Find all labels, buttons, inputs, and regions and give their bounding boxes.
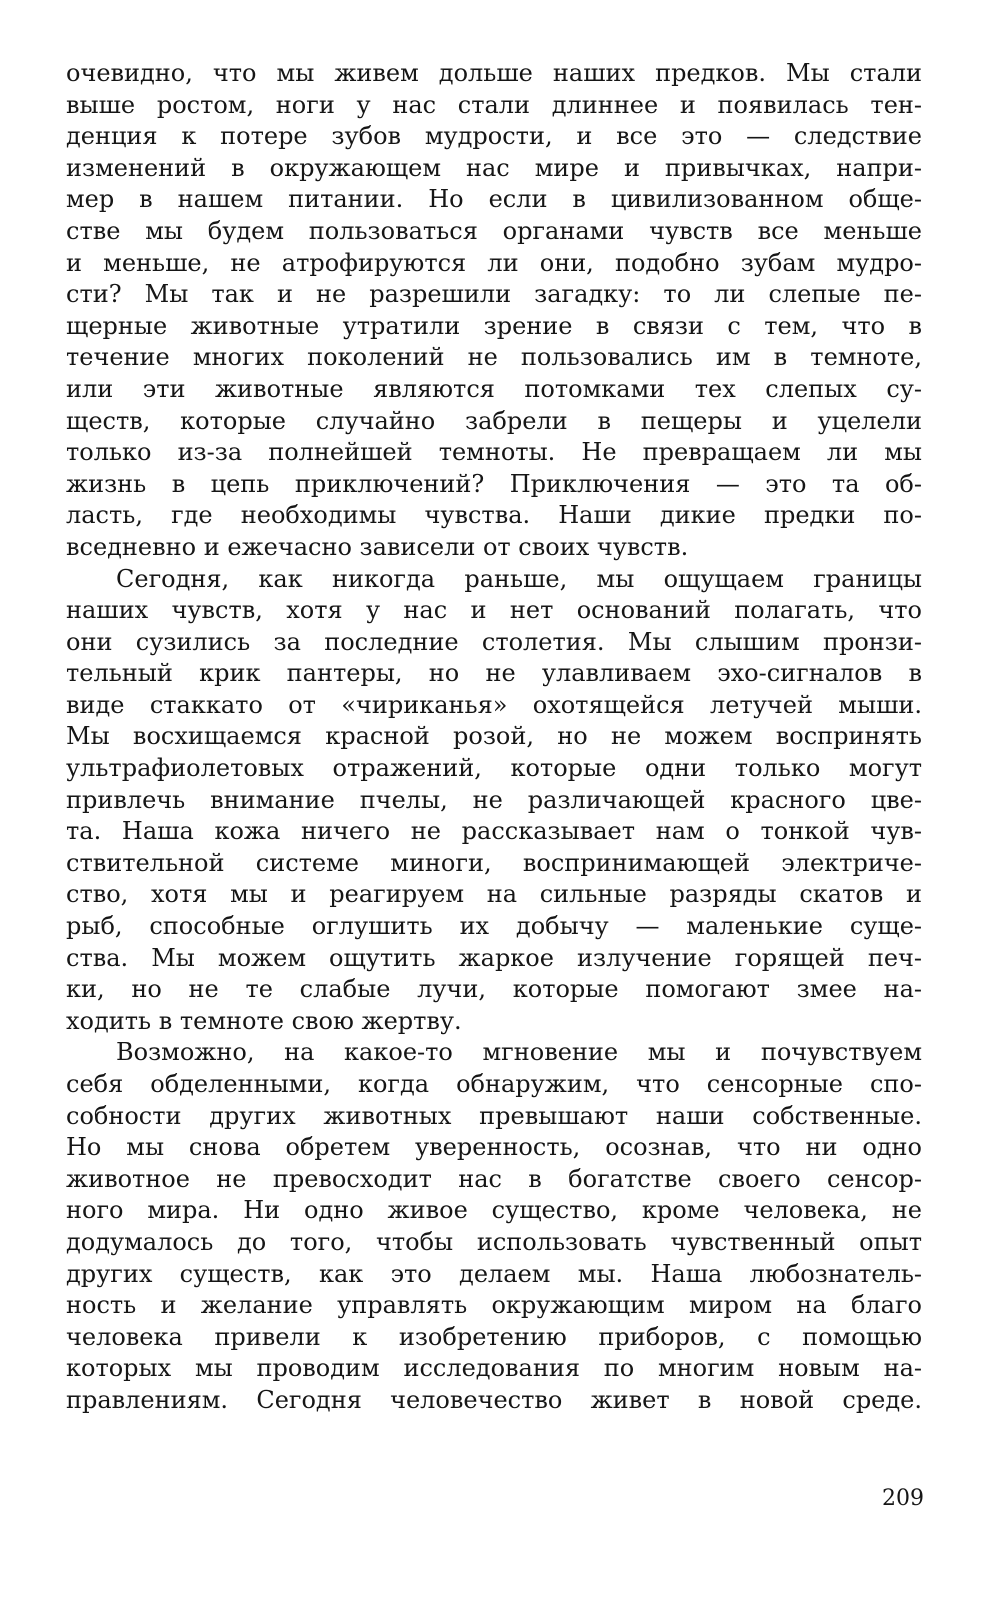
text-line: Возможно, на какое-то мгновение мы и почувствуем (116, 1038, 922, 1067)
text-line: себя обделенными, когда обнаружим, что сенсорные спо- (66, 1070, 922, 1098)
text-line: изменений в окружающем нас мире и привычках, напри- (66, 153, 922, 182)
text-line: других существ, как это делаем мы. Наша любознатель- (66, 1259, 922, 1288)
text-line: стве мы будем пользоваться органами чувств все меньше (66, 216, 922, 245)
text-line: очевидно, что мы живем дольше наших предков. Мы стали (66, 59, 922, 87)
text-line: жизнь в цепь приключений? Приключения — это та об- (66, 469, 922, 498)
text-line: вседневно и ежечасно зависели от своих чувств. (66, 532, 689, 561)
text-line: ного мира. Ни одно живое существо, кроме человека, не (66, 1196, 922, 1225)
text-line: наших чувств, хотя у нас и нет оснований полагать, что (66, 596, 922, 625)
text-line: щерные животные утратили зрение в связи с тем, что в (66, 311, 922, 340)
text-line: Мы восхищаемся красной розой, но не можем воспринять (66, 722, 922, 751)
text-line: правлениям. Сегодня человечество живет в новой среде. (66, 1385, 922, 1414)
text-line: человека привели к изобретению приборов, с помощью (66, 1322, 922, 1351)
text-line: денция к потере зубов мудрости, и все это — следствие (66, 122, 922, 151)
text-line: животное не превосходит нас в богатстве своего сенсор- (66, 1164, 922, 1193)
text-line: которых мы проводим исследования по многим новым на- (66, 1354, 922, 1383)
text-line: они сузились за последние столетия. Мы слышим пронзи- (66, 627, 922, 656)
text-line: ки, но не те слабые лучи, которые помогают змее на- (66, 975, 922, 1004)
paragraph (66, 58, 922, 564)
text-line: собности других животных превышают наши собственные. (66, 1101, 922, 1130)
text-line: ласть, где необходимы чувства. Наши дикие предки по- (66, 501, 922, 530)
text-line: только из-за полнейшей темноты. Не превращаем ли мы (66, 438, 922, 467)
text-line: ство, хотя мы и реагируем на сильные разряды скатов и (66, 880, 922, 909)
text-line: Но мы снова обретем уверенность, осознав, что ни одно (66, 1133, 922, 1162)
page-number: 209 (882, 1486, 924, 1511)
text-line: выше ростом, ноги у нас стали длиннее и появилась тен- (66, 90, 922, 119)
text-line: виде стаккато от «чириканья» охотящейся летучей мыши. (66, 690, 922, 719)
text-line: ходить в темноте свою жертву. (66, 1006, 462, 1035)
text-line: та. Наша кожа ничего не рассказывает нам о тонкой чув- (66, 817, 922, 846)
text-line: тельный крик пантеры, но не улавливаем эхо-сигналов в (66, 659, 922, 688)
page-body (66, 58, 922, 1417)
text-line: сти? Мы так и не разрешили загадку: то ли слепые пе- (66, 280, 922, 309)
text-line: додумалось до того, чтобы использовать чувственный опыт (66, 1227, 922, 1256)
text-line: мер в нашем питании. Но если в цивилизованном обще- (66, 185, 922, 214)
paragraph (66, 1037, 922, 1416)
text-line: ства. Мы можем ощутить жаркое излучение горящей печ- (66, 943, 922, 972)
text-line: течение многих поколений не пользовались им в темноте, (66, 343, 922, 372)
text-line: ществ, которые случайно забрели в пещеры и уцелели (66, 406, 922, 435)
paragraph (66, 564, 922, 1038)
text-line: ность и желание управлять окружающим миром на благо (66, 1291, 922, 1320)
text-line: Сегодня, как никогда раньше, мы ощущаем границы (116, 564, 922, 593)
text-line: рыб, способные оглушить их добычу — маленькие суще- (66, 912, 922, 941)
text-line: и меньше, не атрофируются ли они, подобно зубам мудро- (66, 248, 922, 277)
text-line: ствительной системе миноги, воспринимающей электриче- (66, 848, 922, 877)
text-line: или эти животные являются потомками тех слепых су- (66, 374, 922, 403)
text-line: ультрафиолетовых отражений, которые одни только могут (66, 754, 922, 783)
text-line: привлечь внимание пчелы, не различающей красного цве- (66, 785, 922, 814)
